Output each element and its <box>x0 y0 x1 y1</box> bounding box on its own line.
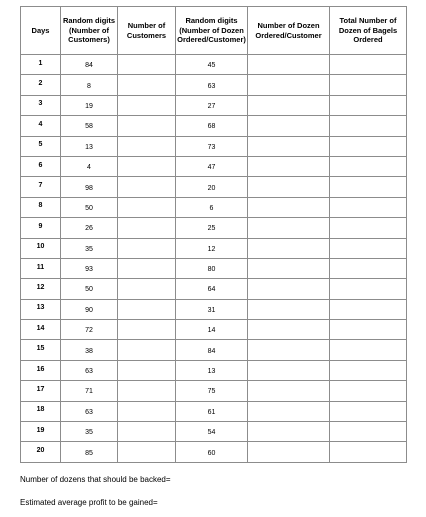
total-dozen-cell <box>330 360 407 380</box>
random-digits-customers-cell-value: 38 <box>85 347 93 355</box>
number-of-dozen-cell <box>248 116 330 136</box>
random-digits-customers-cell <box>61 55 118 75</box>
random-digits-dozen-cell-value: 25 <box>207 225 216 233</box>
number-of-customers-cell <box>118 177 176 197</box>
day-cell <box>21 340 61 360</box>
random-digits-dozen-cell-value: 61 <box>207 408 216 416</box>
random-digits-dozen-cell-value: 14 <box>207 327 216 335</box>
random-digits-dozen-cell-value: 54 <box>207 429 216 437</box>
day-cell-value: 7 <box>38 182 43 190</box>
total-dozen-cell <box>330 442 407 462</box>
number-of-dozen-cell <box>248 299 330 319</box>
header-total-dozen: Total Number of Dozen of Bagels Ordered <box>330 7 407 55</box>
random-digits-customers-cell <box>61 156 118 176</box>
random-digits-dozen-cell <box>176 136 248 156</box>
day-cell <box>21 197 61 217</box>
total-dozen-cell <box>330 381 407 401</box>
table-row <box>21 75 407 95</box>
random-digits-dozen-cell <box>176 156 248 176</box>
day-cell-value: 13 <box>36 304 45 312</box>
random-digits-dozen-cell <box>176 197 248 217</box>
number-of-customers-cell <box>118 340 176 360</box>
number-of-dozen-cell <box>248 75 330 95</box>
day-cell-value: 19 <box>36 426 45 434</box>
random-digits-dozen-cell <box>176 258 248 278</box>
random-digits-customers-cell-value: 19 <box>85 102 93 110</box>
number-of-customers-cell <box>118 55 176 75</box>
random-digits-dozen-cell-value: 60 <box>207 449 216 457</box>
header-random-digits-dozen: Random digits (Number of Dozen Ordered/Customer) <box>176 7 248 55</box>
total-dozen-cell <box>330 197 407 217</box>
day-cell-value: 17 <box>36 385 45 393</box>
random-digits-customers-cell-value: 35 <box>85 245 93 253</box>
random-digits-customers-cell <box>61 116 118 136</box>
total-dozen-cell <box>330 55 407 75</box>
table-row <box>21 116 407 136</box>
day-cell-value: 11 <box>36 263 45 271</box>
number-of-customers-cell <box>118 218 176 238</box>
day-cell <box>21 95 61 115</box>
random-digits-dozen-cell-value: 13 <box>207 368 216 376</box>
random-digits-dozen-cell-value: 73 <box>207 143 216 151</box>
day-cell-value: 18 <box>36 406 45 414</box>
random-digits-dozen-cell-value: 80 <box>207 266 216 274</box>
table-row <box>21 340 407 360</box>
total-dozen-cell <box>330 299 407 319</box>
random-digits-dozen-cell-value: 64 <box>207 286 216 294</box>
number-of-dozen-cell <box>248 258 330 278</box>
number-of-customers-cell <box>118 401 176 421</box>
day-cell-value: 8 <box>38 202 43 210</box>
random-digits-dozen-cell <box>176 279 248 299</box>
number-of-customers-cell <box>118 299 176 319</box>
random-digits-dozen-cell <box>176 381 248 401</box>
number-of-customers-cell <box>118 136 176 156</box>
day-cell <box>21 299 61 319</box>
bagel-simulation-sheet <box>20 6 406 507</box>
random-digits-customers-cell-value: 93 <box>85 266 93 274</box>
random-digits-dozen-cell <box>176 238 248 258</box>
total-dozen-cell <box>330 177 407 197</box>
day-cell <box>21 75 61 95</box>
random-digits-customers-cell <box>61 218 118 238</box>
random-digits-dozen-cell <box>176 442 248 462</box>
day-cell-value: 2 <box>38 80 43 88</box>
random-digits-dozen-cell <box>176 299 248 319</box>
day-cell <box>21 177 61 197</box>
number-of-customers-cell <box>118 381 176 401</box>
number-of-dozen-cell <box>248 177 330 197</box>
average-profit-label: Estimated average profit to be gained= <box>20 498 158 507</box>
random-digits-customers-cell-value: 84 <box>85 62 93 70</box>
table-body <box>21 55 407 463</box>
table-row <box>21 422 407 442</box>
day-cell <box>21 238 61 258</box>
random-digits-customers-cell <box>61 340 118 360</box>
number-of-dozen-cell <box>248 95 330 115</box>
number-of-customers-cell <box>118 320 176 340</box>
random-digits-customers-cell <box>61 197 118 217</box>
day-cell <box>21 422 61 442</box>
day-cell <box>21 116 61 136</box>
total-dozen-cell <box>330 218 407 238</box>
table-row <box>21 95 407 115</box>
random-digits-dozen-cell-value: 6 <box>209 204 214 212</box>
number-of-customers-cell <box>118 279 176 299</box>
random-digits-dozen-cell-value: 47 <box>207 164 216 172</box>
number-of-dozen-cell <box>248 381 330 401</box>
random-digits-customers-cell <box>61 279 118 299</box>
number-of-customers-cell <box>118 116 176 136</box>
table-row <box>21 299 407 319</box>
random-digits-dozen-cell <box>176 75 248 95</box>
random-digits-dozen-cell <box>176 320 248 340</box>
total-dozen-cell <box>330 279 407 299</box>
random-digits-customers-cell-value: 63 <box>85 408 93 416</box>
number-of-customers-cell <box>118 95 176 115</box>
random-digits-dozen-cell <box>176 422 248 442</box>
table-row <box>21 218 407 238</box>
random-digits-dozen-cell <box>176 55 248 75</box>
random-digits-customers-cell <box>61 75 118 95</box>
table-row <box>21 258 407 278</box>
total-dozen-cell <box>330 320 407 340</box>
table-row <box>21 156 407 176</box>
random-digits-dozen-cell-value: 68 <box>207 123 216 131</box>
day-cell <box>21 218 61 238</box>
day-cell <box>21 258 61 278</box>
random-digits-customers-cell-value: 8 <box>87 82 91 90</box>
random-digits-dozen-cell <box>176 177 248 197</box>
random-digits-dozen-cell-value: 75 <box>207 388 216 396</box>
random-digits-customers-cell-value: 50 <box>85 286 93 294</box>
day-cell-value: 5 <box>38 141 43 149</box>
table-row <box>21 442 407 462</box>
header-number-of-dozen: Number of Dozen Ordered/Customer <box>248 7 330 55</box>
day-cell-value: 12 <box>36 283 45 291</box>
random-digits-dozen-cell-value: 31 <box>207 306 216 314</box>
header-random-digits-customers: Random digits (Number of Customers) <box>61 7 118 55</box>
number-of-dozen-cell <box>248 156 330 176</box>
day-cell <box>21 279 61 299</box>
random-digits-customers-cell <box>61 299 118 319</box>
number-of-dozen-cell <box>248 136 330 156</box>
random-digits-customers-cell-value: 90 <box>85 306 93 314</box>
day-cell <box>21 360 61 380</box>
total-dozen-cell <box>330 156 407 176</box>
table-row <box>21 55 407 75</box>
random-digits-customers-cell-value: 26 <box>85 225 93 233</box>
random-digits-customers-cell <box>61 258 118 278</box>
number-of-dozen-cell <box>248 55 330 75</box>
day-cell <box>21 156 61 176</box>
random-digits-dozen-cell-value: 20 <box>207 184 216 192</box>
header-days: Days <box>21 7 61 55</box>
random-digits-customers-cell-value: 13 <box>85 143 93 151</box>
day-cell <box>21 136 61 156</box>
number-of-customers-cell <box>118 360 176 380</box>
random-digits-customers-cell-value: 71 <box>85 388 93 396</box>
number-of-dozen-cell <box>248 422 330 442</box>
random-digits-customers-cell <box>61 442 118 462</box>
table-row <box>21 177 407 197</box>
number-of-customers-cell <box>118 75 176 95</box>
random-digits-customers-cell <box>61 95 118 115</box>
random-digits-dozen-cell-value: 27 <box>207 102 216 110</box>
number-of-customers-cell <box>118 238 176 258</box>
random-digits-customers-cell-value: 35 <box>85 429 93 437</box>
day-cell <box>21 442 61 462</box>
total-dozen-cell <box>330 95 407 115</box>
random-digits-customers-cell <box>61 422 118 442</box>
day-cell <box>21 320 61 340</box>
total-dozen-cell <box>330 258 407 278</box>
day-cell-value: 1 <box>38 59 43 67</box>
random-digits-dozen-cell-value: 12 <box>207 245 216 253</box>
number-of-dozen-cell <box>248 238 330 258</box>
random-digits-customers-cell <box>61 401 118 421</box>
total-dozen-cell <box>330 340 407 360</box>
table-row <box>21 238 407 258</box>
number-of-customers-cell <box>118 422 176 442</box>
total-dozen-cell <box>330 401 407 421</box>
total-dozen-cell <box>330 422 407 442</box>
day-cell-value: 10 <box>36 243 45 251</box>
table-row <box>21 279 407 299</box>
number-of-customers-cell <box>118 442 176 462</box>
table-row <box>21 401 407 421</box>
random-digits-dozen-cell <box>176 95 248 115</box>
day-cell-value: 3 <box>38 100 43 108</box>
random-digits-customers-cell <box>61 360 118 380</box>
table-row <box>21 360 407 380</box>
random-digits-customers-cell-value: 50 <box>85 204 93 212</box>
table-header-row <box>21 7 407 55</box>
random-digits-customers-cell-value: 85 <box>85 449 93 457</box>
number-of-dozen-cell <box>248 279 330 299</box>
random-digits-customers-cell-value: 72 <box>85 327 93 335</box>
random-digits-dozen-cell <box>176 340 248 360</box>
day-cell-value: 15 <box>36 345 45 353</box>
random-digits-customers-cell <box>61 177 118 197</box>
random-digits-dozen-cell <box>176 116 248 136</box>
header-number-of-customers: Number of Customers <box>118 7 176 55</box>
random-digits-customers-cell <box>61 238 118 258</box>
total-dozen-cell <box>330 116 407 136</box>
number-of-dozen-cell <box>248 340 330 360</box>
day-cell-value: 14 <box>36 324 45 332</box>
number-of-dozen-cell <box>248 442 330 462</box>
random-digits-dozen-cell-value: 45 <box>207 62 216 70</box>
random-digits-dozen-cell <box>176 360 248 380</box>
number-of-dozen-cell <box>248 218 330 238</box>
random-digits-customers-cell-value: 98 <box>85 184 93 192</box>
total-dozen-cell <box>330 238 407 258</box>
day-cell <box>21 381 61 401</box>
day-cell <box>21 55 61 75</box>
random-digits-customers-cell <box>61 136 118 156</box>
random-digits-customers-cell <box>61 381 118 401</box>
number-of-dozen-cell <box>248 401 330 421</box>
random-digits-customers-cell-value: 4 <box>87 164 91 172</box>
total-dozen-cell <box>330 75 407 95</box>
random-digits-customers-cell <box>61 320 118 340</box>
day-cell-value: 20 <box>36 447 45 455</box>
number-of-dozen-cell <box>248 320 330 340</box>
random-digits-dozen-cell-value: 63 <box>207 82 216 90</box>
table-row <box>21 381 407 401</box>
table-row <box>21 320 407 340</box>
number-of-dozen-cell <box>248 360 330 380</box>
number-of-customers-cell <box>118 197 176 217</box>
table-row <box>21 197 407 217</box>
day-cell-value: 6 <box>38 161 43 169</box>
number-of-dozen-cell <box>248 197 330 217</box>
dozens-backed-label: Number of dozens that should be backed= <box>20 475 171 484</box>
random-digits-customers-cell-value: 58 <box>85 123 93 131</box>
random-digits-dozen-cell <box>176 401 248 421</box>
simulation-table <box>20 6 407 463</box>
random-digits-customers-cell-value: 63 <box>85 368 93 376</box>
random-digits-dozen-cell <box>176 218 248 238</box>
total-dozen-cell <box>330 136 407 156</box>
random-digits-dozen-cell-value: 84 <box>207 347 216 355</box>
day-cell <box>21 401 61 421</box>
number-of-customers-cell <box>118 156 176 176</box>
day-cell-value: 16 <box>36 365 45 373</box>
table-row <box>21 136 407 156</box>
day-cell-value: 9 <box>38 222 43 230</box>
day-cell-value: 4 <box>38 120 43 128</box>
number-of-customers-cell <box>118 258 176 278</box>
